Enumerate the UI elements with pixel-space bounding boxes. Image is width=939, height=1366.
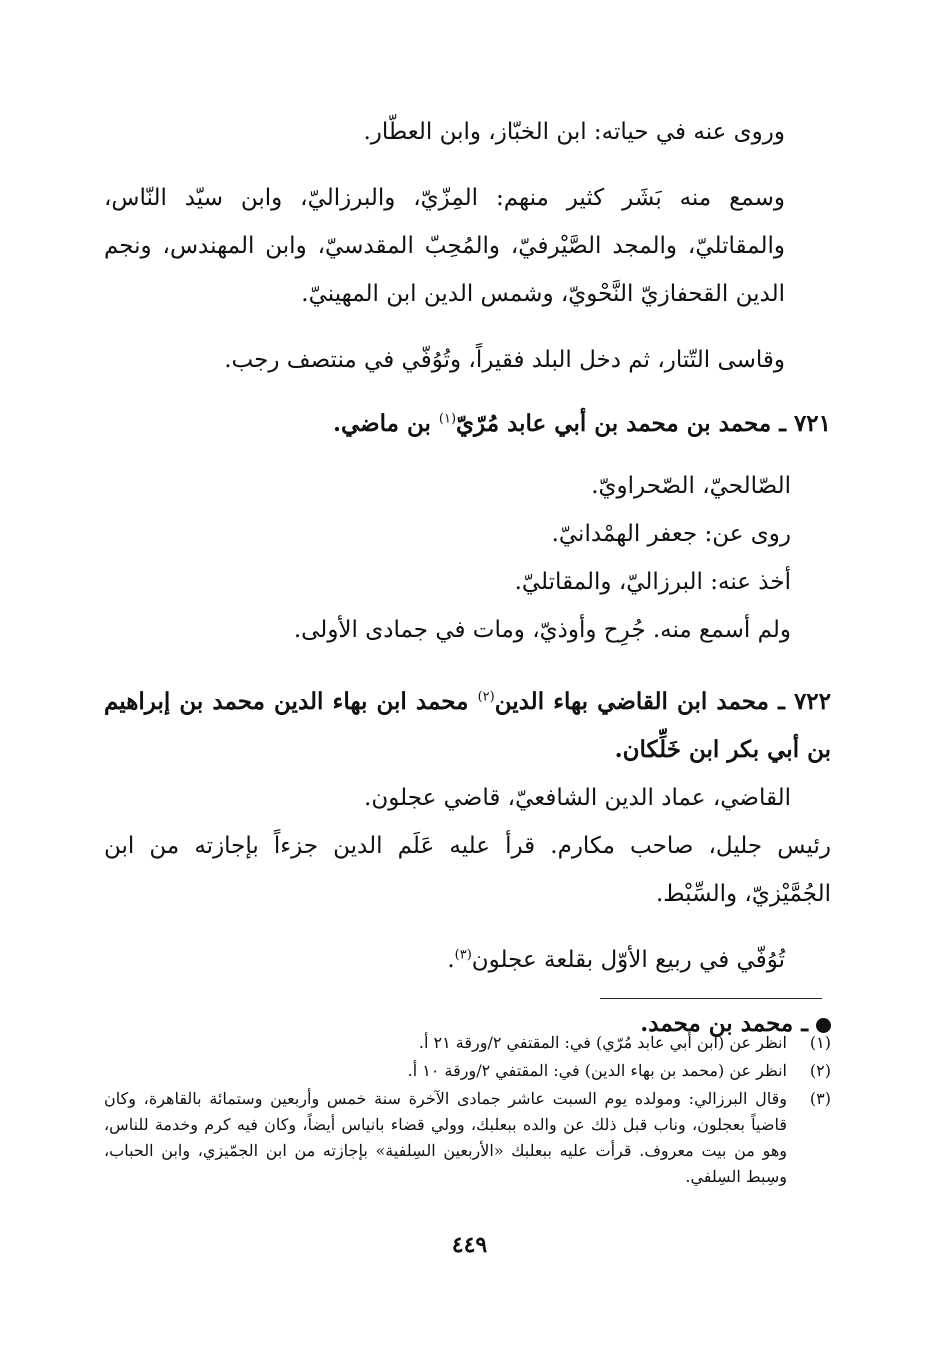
entry-number: ٧٢١ ـ <box>779 410 831 437</box>
entry-name-cont: بن ماضي. <box>332 410 431 437</box>
footnote-text: انظر عن (محمد بن بهاء الدين) في: المقتفي ٢/ورقة ١٠ أ. <box>407 1061 787 1080</box>
paragraph-narrators: وروى عنه في حياته: ابن الخبّاز، وابن العطّار. <box>363 119 785 145</box>
entry-name-cont: محمد ابن بهاء الدين محمد بن إبراهيم بن أبي بكر ابن خَلِّكان. <box>104 688 831 763</box>
footnote-number: (٢) <box>809 1061 831 1080</box>
entry-line: الصّالحيّ، الصّحراويّ. <box>591 473 791 499</box>
entry-line: أخذ عنه: البرزاليّ، والمقاتليّ. <box>514 569 791 595</box>
entry-name: محمد ابن القاضي بهاء الدين <box>494 688 769 715</box>
footnote-1 <box>104 1030 831 1056</box>
entry-line-death: تُوُفّي في ربيع الأوّل بقلعة عجلون$^{(٣)}$. <box>447 947 785 973</box>
entry-line: ولم أسمع منه. جُرِح وأوذيّ، ومات في جمادى الأولى. <box>293 617 791 643</box>
entry-name: محمد بن محمد بن أبي عابد مُرّيّ <box>456 410 772 437</box>
entry-722-body <box>104 774 831 984</box>
main-text <box>104 108 831 1048</box>
footnote-separator <box>600 998 822 999</box>
paragraph-students: وسمع منه بَشَر كثير منهم: المِزّيّ، والبرزاليّ، وابن سيّد النّاس، والمقاتليّ، والمجد الصَّيْرفيّ، والمُحِبّ المقدسيّ، وابن المهندس، ونجم الدين القحفازيّ النَّحْويّ، وشمس الدين ابن المهينيّ. <box>104 185 785 307</box>
footnote-number: (١) <box>809 1033 831 1052</box>
footnote-number: (٣) <box>809 1089 831 1108</box>
footnote-ref-1[interactable]: (١) <box>438 411 457 427</box>
footnote-2 <box>104 1058 831 1084</box>
footnote-3 <box>104 1086 831 1190</box>
entry-heading-721 <box>104 400 831 448</box>
footnotes <box>104 1030 831 1192</box>
entry-line: روى عن: جعفر الهمْدانيّ. <box>551 521 791 547</box>
page-number: ٤٤٩ <box>451 1232 488 1258</box>
footnote-ref-3[interactable]: (٣) <box>454 947 472 963</box>
entry-heading-722 <box>104 678 831 774</box>
entry-heading-bullet: ـ محمد بن محمد. <box>104 1000 831 1048</box>
entry-number: ٧٢٢ ـ <box>778 688 831 715</box>
entry-line: القاضي، عماد الدين الشافعيّ، قاضي عجلون. <box>364 785 791 811</box>
entry-721-body <box>104 462 831 654</box>
paragraph-death: وقاسى التّتار، ثم دخل البلد فقيراً، وتُوُفّي في منتصف رجب. <box>224 347 785 373</box>
entry-line: رئيس جليل، صاحب مكارم. قرأ عليه عَلَم الدين جزءاً بإجازته من ابن الجُمَّيْزيّ، والسِّبْط. <box>104 833 831 907</box>
footnote-text: وقال البرزالي: ومولده يوم السبت عاشر جمادى الآخرة سنة خمس وأربعين وستمائة بالقاهرة، وكان قاضياً بعجلون، وناب قبل ذلك عن والده ببعلبك، وولي قضاء بانياس أيضاً، وكان فيه كرم وخدمة للناس، وهو من بيت معروف. قرأت عليه ببعلبك «الأربعين السِلفية» بإجازته من ابن الجمّيزي، وابن الحباب، وسِبط السِلفي. <box>104 1089 787 1186</box>
footnote-text: انظر عن (ابن أبي عابد مُرّي) في: المقتفي ٢/ورقة ٢١ أ. <box>418 1033 787 1052</box>
footnote-ref-2[interactable]: (٢) <box>477 689 495 705</box>
